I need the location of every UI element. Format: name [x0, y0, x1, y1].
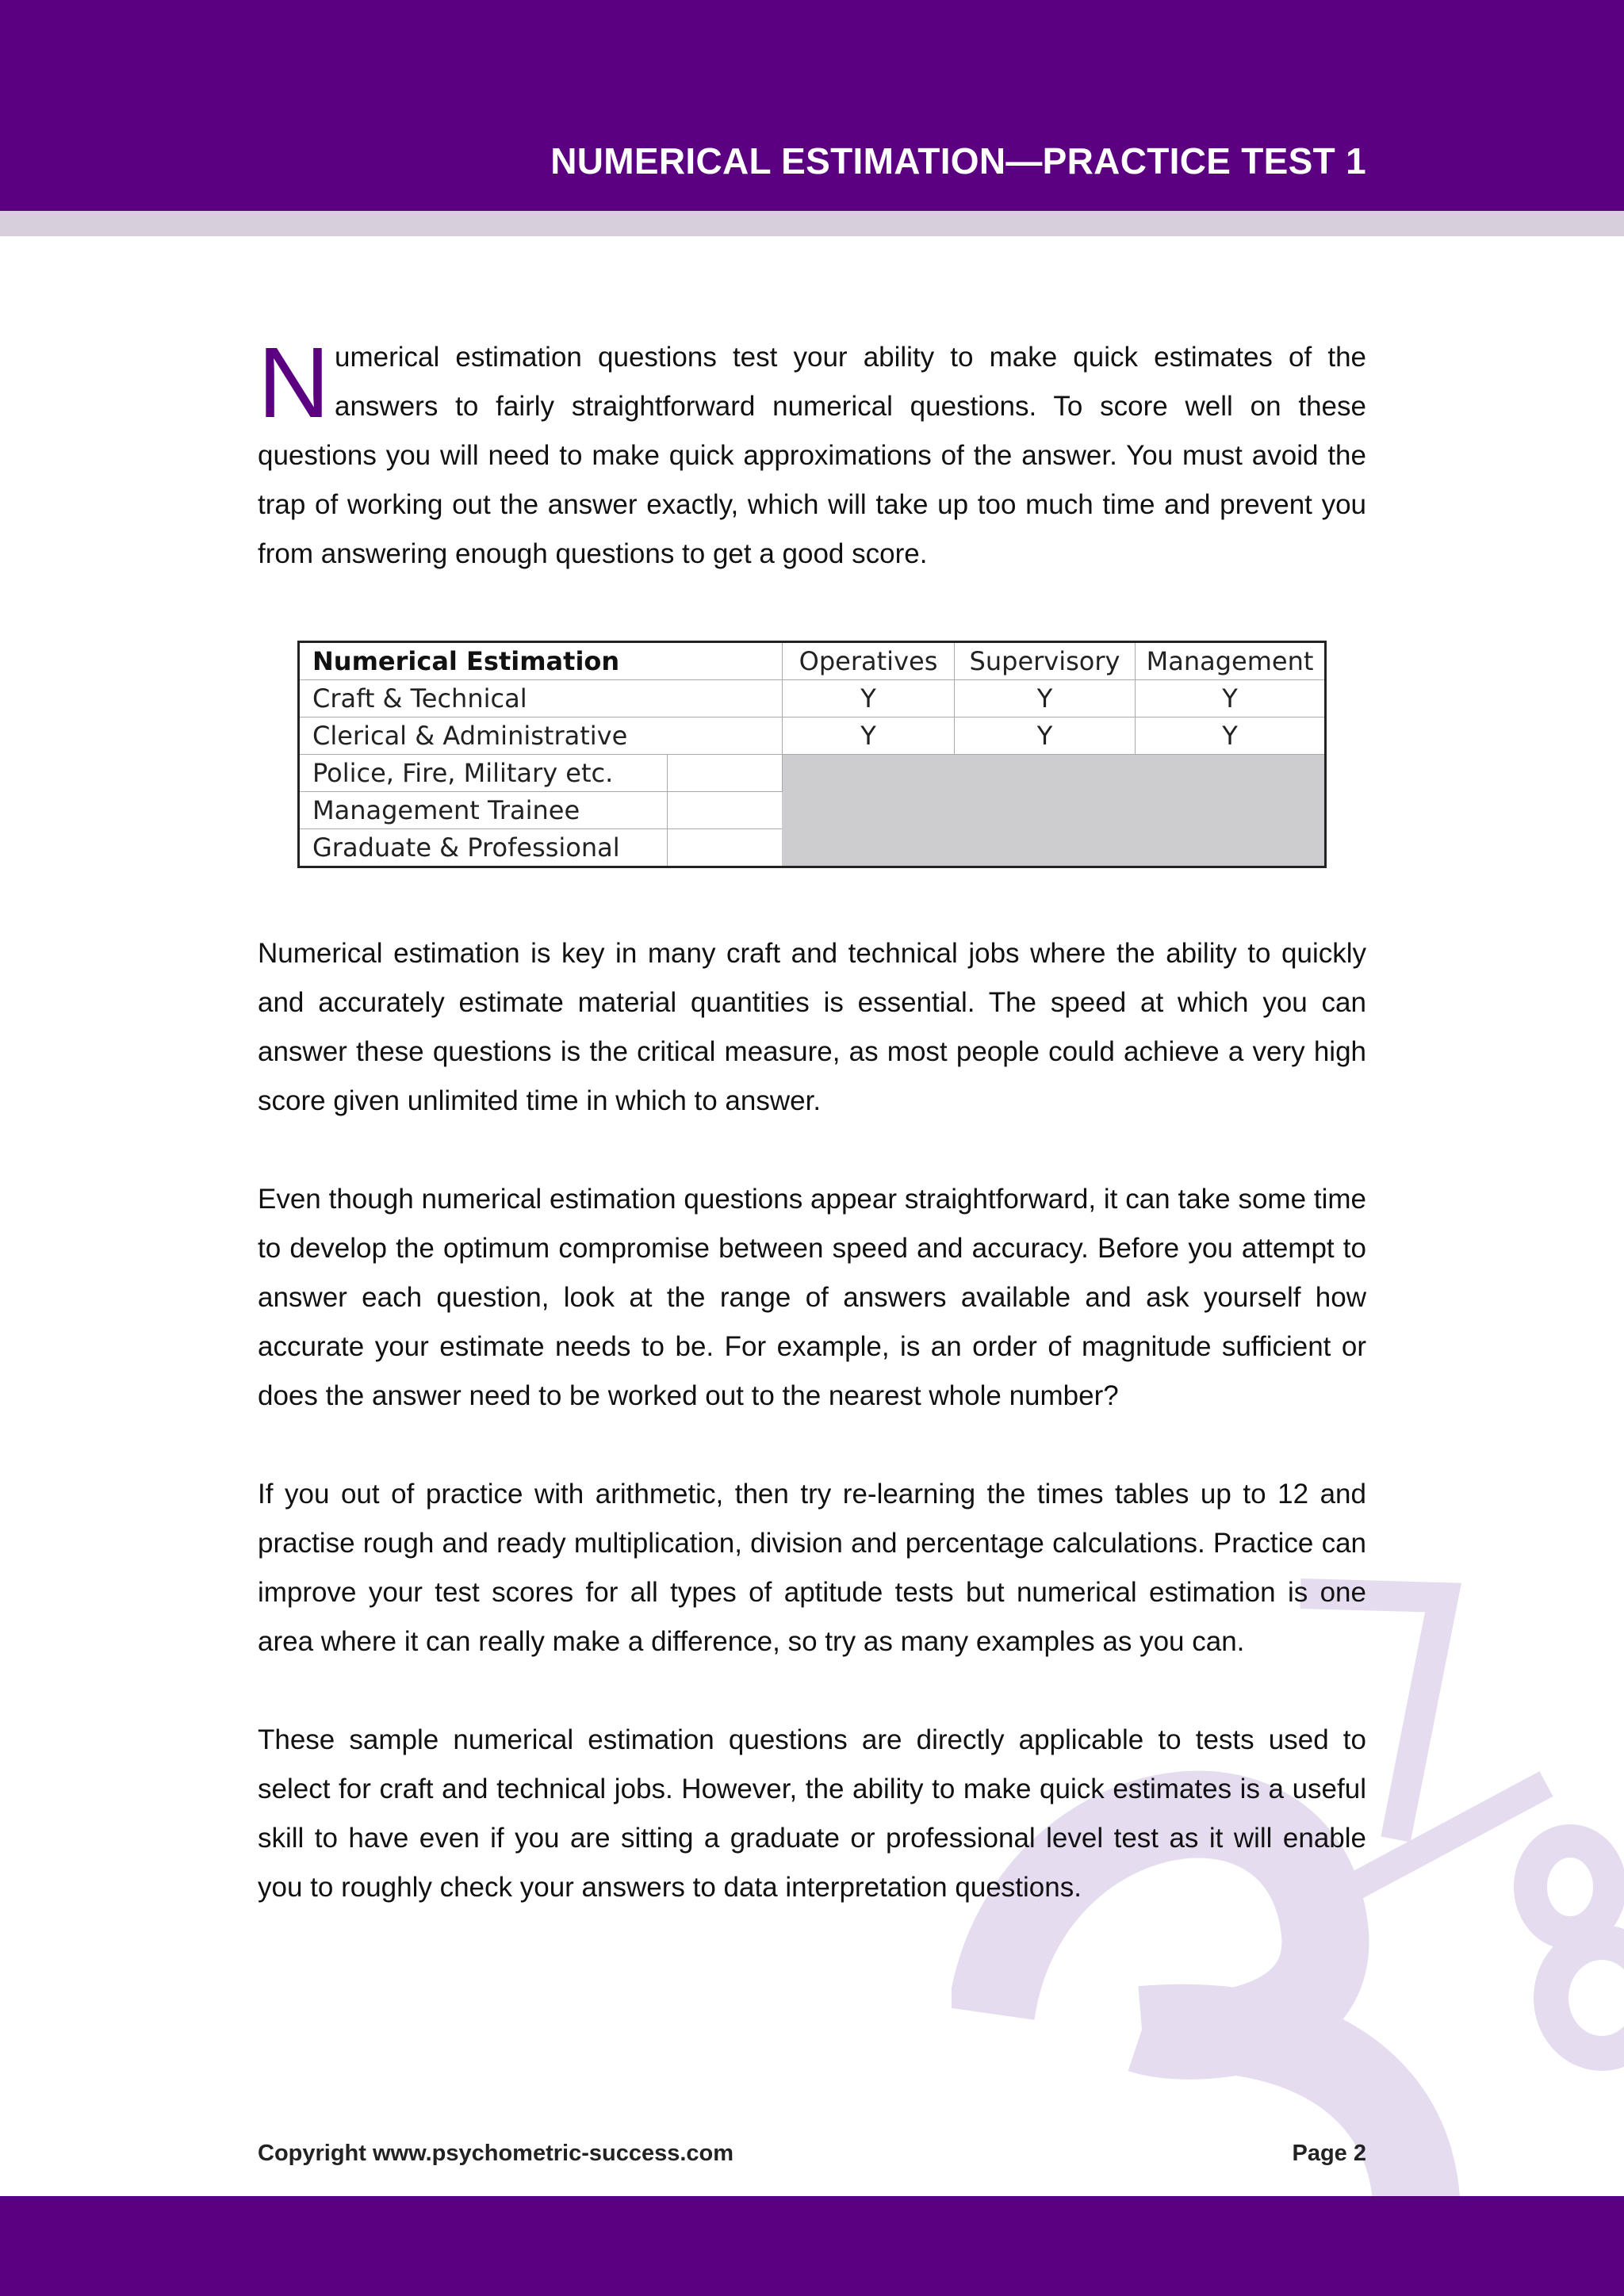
body-paragraph: Even though numerical estimation questions appear straightforward, it can take some time to develop the optimum compromise between speed and accuracy. Before you attempt to answer each question, look at the range of answers available and ask yourself how accurate your estimate needs to be. For example, is an order of magnitude sufficient or does the answer need to be worked out to the nearest whole number?	[258, 1184, 1366, 1411]
row-label: Graduate & Professional	[299, 829, 668, 867]
table-cell: Y	[783, 718, 955, 755]
table-title: Numerical Estimation	[299, 642, 783, 680]
table-row	[299, 755, 1326, 792]
intro-text: umerical estimation questions test your ability to make quick estimates of the answers to fairly straightforward numerical questions. To score well on these questions you will need to make quick approximations of the answer. You must avoid the trap of working out the answer exactly, which will take up too much time and prevent you from answering enough questions to get a good score.	[258, 342, 1366, 569]
row-label: Police, Fire, Military etc.	[299, 755, 668, 792]
table-header-row	[299, 642, 1326, 680]
column-header: Operatives	[783, 642, 955, 680]
shaded-cell-block	[783, 755, 1326, 867]
drop-cap: N	[258, 327, 330, 438]
table-row	[299, 680, 1326, 718]
column-header: Management	[1136, 642, 1326, 680]
table-cell: Y	[955, 718, 1136, 755]
body-paragraph: Numerical estimation is key in many craft and technical jobs where the ability to quickly and accurately estimate material quantities is essential. The speed at which you can answer these questions is the critical measure, as most people could achieve a very high score given unlimited time in which to answer.	[258, 938, 1366, 1116]
content-area	[258, 327, 1366, 1912]
row-label: Management Trainee	[299, 792, 668, 829]
copyright-text: Copyright www.psychometric-success.com	[258, 2141, 734, 2166]
job-level-table	[297, 641, 1327, 868]
header-strip	[0, 211, 1624, 236]
column-header: Supervisory	[955, 642, 1136, 680]
table-cell-empty	[668, 829, 783, 867]
table-cell-empty	[668, 792, 783, 829]
body-paragraph: If you out of practice with arithmetic, then try re-learning the times tables up to 12 and practise rough and ready multiplication, division and percentage calculations. Practice can improve your test scores for all types of aptitude tests but numerical estimation is one area where it can really make a difference, so try as many examples as you can.	[258, 1479, 1366, 1657]
intro-paragraph	[258, 327, 1366, 579]
row-label: Clerical & Administrative	[299, 718, 783, 755]
table-cell: Y	[1136, 680, 1326, 718]
row-label: Craft & Technical	[299, 680, 783, 718]
footer-band	[0, 2196, 1624, 2296]
job-level-table-wrap	[297, 641, 1324, 880]
page-title: NUMERICAL ESTIMATION—PRACTICE TEST 1	[550, 140, 1366, 182]
table-row	[299, 718, 1326, 755]
page-number: Page 2	[1292, 2141, 1366, 2166]
table-cell: Y	[955, 680, 1136, 718]
table-cell-empty	[668, 755, 783, 792]
body-paragraph: These sample numerical estimation questions are directly applicable to tests used to select for craft and technical jobs. However, the ability to make quick estimates is a useful skill to have even if you are sitting a graduate or professional level test as it will enable you to roughly check your answers to data interpretation questions.	[258, 1724, 1366, 1903]
table-cell: Y	[783, 680, 955, 718]
table-cell: Y	[1136, 718, 1326, 755]
